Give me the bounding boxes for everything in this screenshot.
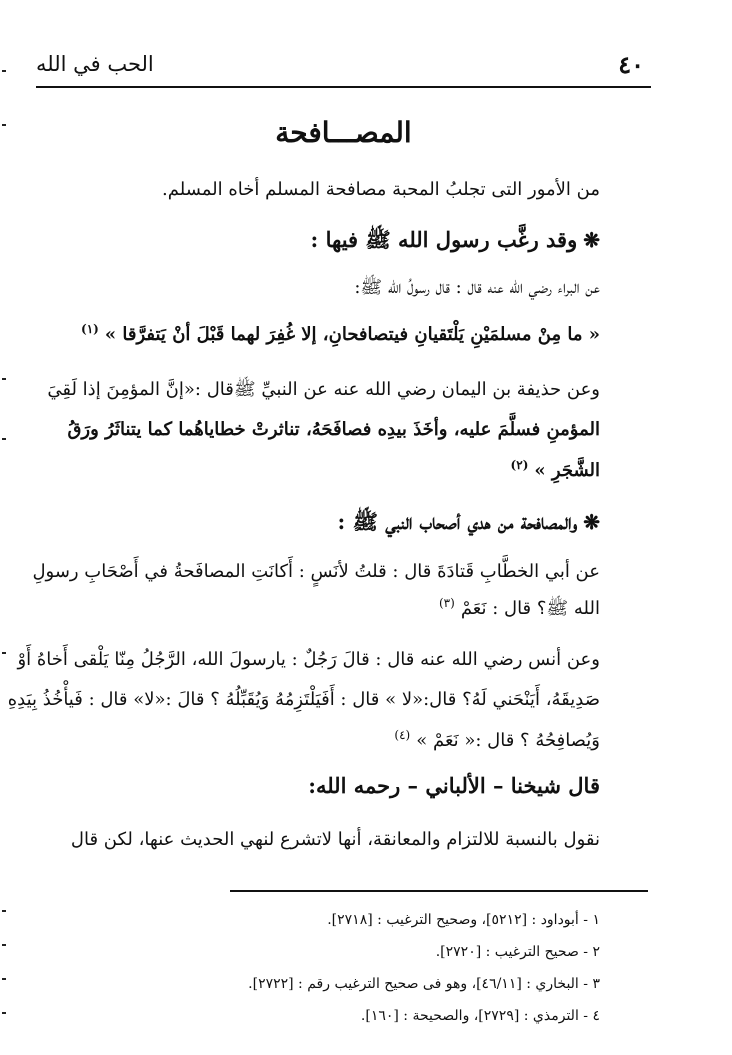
edge-mark (2, 438, 6, 440)
hadith-2-line-3 (54, 458, 600, 482)
hadith-1-lead: عن البراء رضي الله عنه قال : قال رسولُ الله ﷺ: (354, 277, 600, 298)
edge-mark (2, 652, 6, 654)
narration-3-line-1: عن أبي الخطَّابِ قَتادَةَ قال : قلتُ لأنَسٍ : أَكانَتِ المصافَحةُ في أَصْحَابِ رسولِ (32, 561, 600, 582)
footnote-4: ٤ - الترمذي : [٢٧٢٩]، والصحيحة : [١٦٠]. (360, 1008, 600, 1024)
hadith-2-line-2: المؤمنِ فسلَّمَ عليه، وأخَذَ بيدِه فصافَحَهُ، تناثرتْ خطاياهُما كما يتناثَرُ ورَقُ (67, 419, 600, 440)
bullet-icon: ❋ (583, 228, 600, 252)
footnote-ref: (٤) (394, 728, 411, 742)
section-title: المصـــافحة (275, 116, 412, 149)
edge-mark (2, 124, 6, 126)
edge-mark (2, 378, 6, 380)
footnote-3: ٣ - البخاري : [٤٦/١١]، وهو فى صحيح الترغيب رقم : [٢٧٢٢]. (248, 976, 600, 992)
narration-3-line-2 (54, 596, 600, 620)
hadith-text: الشَّجَرِ » (534, 460, 600, 481)
intro-paragraph: من الأمور التى تجلبُ المحبة مصافحة المسلم أخاه المسلم. (162, 179, 600, 200)
footnote-ref: (٣) (438, 596, 455, 610)
paragraph-5-line-1: نقول بالنسبة للالتزام والمعانقة، أنها لاتشرع لنهي الحديث عنها، لكن قال (70, 829, 600, 850)
header-rule (36, 86, 651, 88)
narration-4-line-2: صَدِيقَهُ، أَيَنْحَني لَهُ؟ قال:«لا » قال : أَفَيَلْتَزِمُهُ وَيُقَبِّلُهُ ؟ قالَ :«لا» قال : فَيأْخُذُ بِيَدِهِ (7, 689, 600, 710)
footnote-2: ٢ - صحيح الترغيب : [٢٧٢٠]. (435, 944, 600, 960)
heading-companions (70, 508, 600, 535)
narration-4-line-1: وعن أنس رضي الله عنه قال : قالَ رَجُلٌ : يارسولَ الله، الرَّجُلُ مِنّا يَلْقى أَخاهُ أَوْ (17, 649, 600, 670)
page-number: ٤٠ (618, 50, 644, 79)
edge-mark (2, 1012, 6, 1014)
narration-4-line-3 (54, 728, 600, 752)
edge-mark (2, 944, 6, 946)
edge-mark (2, 978, 6, 980)
hadith-text: « ما مِنْ مسلمَيْنِ يَلْتَقيانِ فيتصافحانِ، إلا غُفِرَ لهما قَبْلَ أنْ يَتفرَّقا » (104, 324, 600, 345)
footnote-rule (230, 890, 648, 892)
footnote-1: ١ - أبوداود : [٥٢١٢]، وصحيح الترغيب : [٢٧١٨]. (327, 912, 600, 928)
edge-mark (2, 70, 6, 72)
narration-text: الله ﷺ؟ قال : نَعَمْ (460, 598, 600, 619)
bullet-icon: ❋ (583, 510, 600, 534)
heading-text: والمصافحة من هدي أصحاب النبي ﷺ : (337, 509, 578, 534)
running-title: الحب في الله (36, 52, 154, 76)
hadith-1-text (70, 322, 600, 346)
hadith-2-line-1: وعن حذيفة بن اليمان رضي الله عنه عن النبيِّ ﷺقال :«إنَّ المؤمِنَ إذا لَقِيَ (47, 379, 600, 400)
page-header (36, 50, 652, 84)
heading-albani: قال شيخنا – الألباني – رحمه الله: (308, 773, 600, 798)
footnote-ref: (١) (81, 322, 99, 336)
narration-text: وَيُصافِحُهُ ؟ قال :« نَعَمْ » (416, 730, 600, 751)
heading-encouragement (70, 226, 600, 253)
heading-text: وقد رغَّب رسول الله ﷺ فيها : (310, 227, 578, 252)
footnote-ref: (٢) (510, 458, 529, 472)
edge-mark (2, 910, 6, 912)
